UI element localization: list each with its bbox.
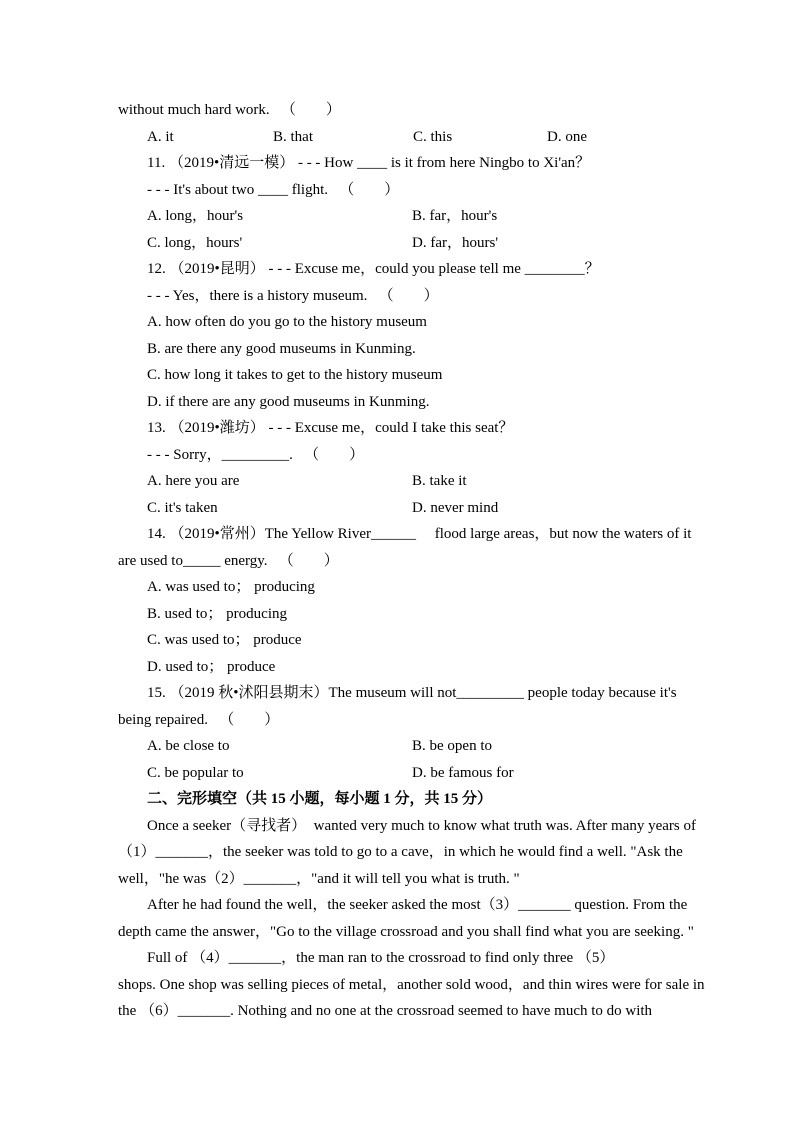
q13-option-a: A. here you are [147,473,240,489]
q12-option-d: D. if there are any good museums in Kunming. [147,393,430,410]
q12-stem-line2: - - - Yes，there is a history museum. （ ） [147,287,439,304]
q14-stem-line1: 14. （2019•常州）The Yellow River______ flood large areas，but now the waters of it [147,526,692,542]
q11-options-row1 [118,203,678,230]
q15-stem-line1: 15. （2019 秋•沭阳县期末）The museum will not_________ people today because it's [147,685,677,701]
q12-stem-line1: 12. （2019•昆明） - - - Excuse me，could you please tell me ________？ [147,261,600,277]
q14-option-d: D. used to； produce [147,658,276,675]
cloze-paragraph2-line1: After he had found the well，the seeker asked the most（3）_______ question. From the [147,897,688,913]
q13-option-c: C. it's taken [147,499,218,516]
q11-stem-line1: 11. （2019•清远一模） - - - How ____ is it from here Ningbo to Xi'an？ [147,155,591,171]
q10-option-a: A. it [147,128,174,145]
q10-stem-continuation: without much hard work. （ ） [118,102,341,118]
q13-options-row2 [118,495,678,522]
q13-options-row1 [118,468,678,495]
q10-options-row [118,124,678,151]
q10-option-d: D. one [547,128,587,145]
q15-option-b: B. be open to [412,738,492,754]
q11-option-b: B. far，hour's [412,208,498,224]
q10-option-c: C. this [413,128,453,145]
q10-option-b: B. that [273,128,313,145]
cloze-paragraph3-line2: shops. One shop was selling pieces of metal，another sold wood，and thin wires were for sale in [118,976,705,993]
q15-options-row1 [118,733,678,760]
q12-option-a: A. how often do you go to the history museum [147,314,427,330]
q13-option-b: B. take it [412,473,467,489]
cloze-paragraph1-line2: （1）_______，the seeker was told to go to a cave，in which he would find a well. "Ask the [118,844,683,860]
q13-stem-line2: - - - Sorry，_________. （ ） [147,446,365,463]
cloze-paragraph3-line3: the （6）_______. Nothing and no one at the crossroad seemed to have much to do with [118,1003,653,1019]
q11-stem-line2: - - - It's about two ____ flight. （ ） [147,181,400,198]
section2-heading: 二、完形填空（共 15 小题，每小题 1 分，共 15 分） [147,791,493,807]
q14-option-b: B. used to； producing [147,605,287,622]
document-page [118,97,705,1025]
q14-option-a: A. was used to； producing [147,579,315,595]
q11-option-c: C. long，hours' [147,234,243,251]
q14-option-c: C. was used to； produce [147,632,302,648]
q11-options-row2 [118,230,678,257]
q15-stem-line2: being repaired. （ ） [118,711,280,728]
q11-option-a: A. long，hour's [147,208,244,224]
cloze-paragraph1-line1: Once a seeker（寻找者） wanted very much to know what truth was. After many years of [147,817,697,834]
cloze-paragraph1-line3: well，"he was（2）_______，"and it will tell you what is truth. " [118,870,520,887]
cloze-paragraph3-line1: Full of （4）_______，the man ran to the crossroad to find only three （5） [147,950,615,966]
q15-option-d: D. be famous for [412,764,514,781]
q15-option-a: A. be close to [147,738,230,754]
q14-stem-line2: are used to_____ energy. （ ） [118,552,339,569]
q13-stem-line1: 13. （2019•潍坊） - - - Excuse me，could I take this seat？ [147,420,514,436]
q12-option-b: B. are there any good museums in Kunming. [147,340,416,357]
q12-option-c: C. how long it takes to get to the history museum [147,367,443,383]
q13-option-d: D. never mind [412,499,499,516]
q15-options-row2 [118,760,678,787]
cloze-paragraph2-line2: depth came the answer，"Go to the village crossroad and you shall find what you are seeking. " [118,923,694,940]
q15-option-c: C. be popular to [147,764,244,781]
q11-option-d: D. far，hours' [412,234,499,251]
